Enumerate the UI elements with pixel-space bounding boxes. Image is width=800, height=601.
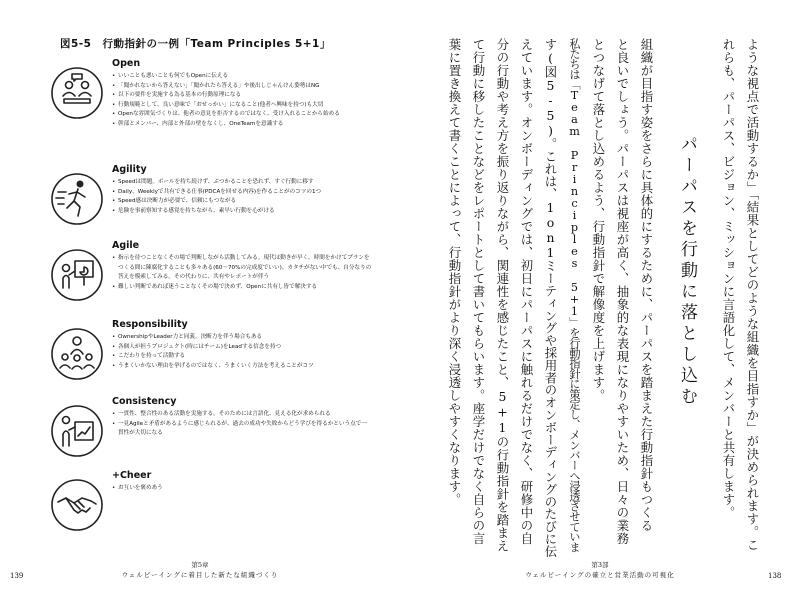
text-column: えています。オンボーディングでは、初日にパーパスに触れるだけでなく、研修中の自 xyxy=(519,38,534,545)
principle-items xyxy=(112,254,372,292)
list-item: • Speedは問題。ボールを持ち続けず、ぶつかることを恐れず、すぐ行動に移す xyxy=(112,178,372,188)
list-item: • こだわりを持って活動する xyxy=(112,352,372,362)
list-item: • 幹部とメンバー、内部と外部の壁をなくし、OneTeamを意識する xyxy=(112,120,372,130)
page-number-right: 138 xyxy=(768,572,782,580)
principle-items xyxy=(112,333,372,371)
text-column: れらも、パーパス、ビジョン、ミッションに言語化して、メンバーと共有します。 xyxy=(721,38,736,519)
principle-name: Agile xyxy=(112,240,140,251)
principle-name: +Cheer xyxy=(112,470,152,481)
handshake-icon xyxy=(50,478,104,532)
part-title: ウェルビーイングの確立と営業活動の可視化 xyxy=(525,571,675,579)
list-item: • OwnershipやLeader力と同義。決断力を伴う場合もある xyxy=(112,333,372,343)
principle-items xyxy=(112,410,372,439)
chapter-label: 第5章 xyxy=(191,561,209,569)
text-column: 組織が目指す姿をさらに具体的にするために、パーパスを踏まえた行動指針もつくる xyxy=(639,38,654,532)
team-leader-icon xyxy=(50,327,104,381)
list-item: • 危険を事前察知する感覚を持ちながら、素早い行動を心がける xyxy=(112,207,372,217)
list-item: • お互いを褒めあう xyxy=(112,484,372,494)
list-item: • Openな雰囲気づくりは、他者の意見を拒否するのではなく、受け入れることから始める xyxy=(112,110,372,120)
part-label: 第3部 xyxy=(591,561,609,569)
part-footer xyxy=(400,560,800,580)
text-column: 葉に置き換えて書くことによって、行動指針がより深く浸透しやすくなります。 xyxy=(447,38,462,506)
list-item: • うまくいかない理由を挙げるのではなく、うまくいく方法を考えることがコツ xyxy=(112,362,372,372)
list-item: • 以下の要件を実施する為る基本の行動原理になる xyxy=(112,91,372,101)
text-column: とつなげて落とし込めるよう、行動指針で解像度を上げます。 xyxy=(591,38,606,402)
list-item: • 一貫性、整合性のある活動を実施する。そのためには言語化、見える化が求められる xyxy=(112,410,372,420)
list-item: • 指示を待つことなくその場で判断しながら活動してみる。現代は動きが早く、時間をかけてプランをつくる間に陳腐化することも多々ある(60〜70%の完成度でいい)。カタチがない中でも、自分なりの答えを模索してみる。その代わりに、共有やレポートが伴う xyxy=(112,254,372,283)
figure-title: 図5-5 行動指針の一例「Team Principles 5+1」 xyxy=(60,38,331,50)
growth-chart-icon xyxy=(50,404,104,458)
text-column: て行動に移したことなどをレポートとして書いてもらいます。座学だけでなく自らの言 xyxy=(471,38,486,545)
list-item: • 行動規範として、良い意味で「おせっかい」になること(他者へ興味を持つ)も大切 xyxy=(112,101,372,111)
list-item: • 難しい判断であれば迷うことなくその場で決めず、Openに共有し皆で解決する xyxy=(112,283,372,293)
principle-items xyxy=(112,484,372,494)
running-person-icon xyxy=(50,172,104,226)
text-column: と良いでしょう。パーパスは視座が高く、抽象的な表現になりやすいため、日々の業務 xyxy=(615,38,630,545)
chapter-title: ウェルビーイングに着目した新たな組織づくり xyxy=(121,571,279,579)
text-column: ような視点で活動するか」「結果としてどのような組織を目指すか」が決められます。こ xyxy=(745,38,760,552)
text-column: 分の行動や考え方を振り返りながら、関連性を感じたこと、5+1の行動指針を踏まえ xyxy=(495,38,510,553)
page-number-left: 139 xyxy=(10,572,24,580)
meeting-people-icon xyxy=(50,66,104,120)
list-item: • 「聞かれないから答えない」「聞かれたら答える」や後出しじゃんけん姿勢はNG xyxy=(112,82,372,92)
list-item: • いいことも悪いことも何でもOpenに伝える xyxy=(112,72,372,82)
principle-items xyxy=(112,178,372,216)
chapter-footer xyxy=(0,560,400,580)
principle-name: Consistency xyxy=(112,396,177,407)
list-item: • 一見Agileと矛盾があるように感じられるが、過去の成功や失敗からどう学びを得るかという点で一貫性が大切になる xyxy=(112,420,372,439)
principle-items xyxy=(112,72,372,130)
list-item: • Daily、Weeklyで共有できる仕事(PDCAを回せる内容)を作ることがのコツの1つ xyxy=(112,188,372,198)
principle-name: Responsibility xyxy=(112,319,188,330)
section-heading: パーパスを行動に落とし込む xyxy=(677,135,697,408)
presentation-board-icon xyxy=(50,248,104,302)
list-item: • Speed感は決断力が必要で、信頼にもつながる xyxy=(112,197,372,207)
text-column: す(図5-5)。これは、1on1ミーティングや採用者のオンボーディングのたびに伝 xyxy=(543,38,558,558)
principle-name: Agility xyxy=(112,164,147,175)
principle-name: Open xyxy=(112,58,141,69)
text-column: 私たちは「Team Principles 5+1」を行動指針に策定し、メンバーへ浸透させていま xyxy=(568,38,581,552)
list-item: • 各個人が担うプロジェクト(時にはチーム)をLeadする信念を持つ xyxy=(112,343,372,353)
